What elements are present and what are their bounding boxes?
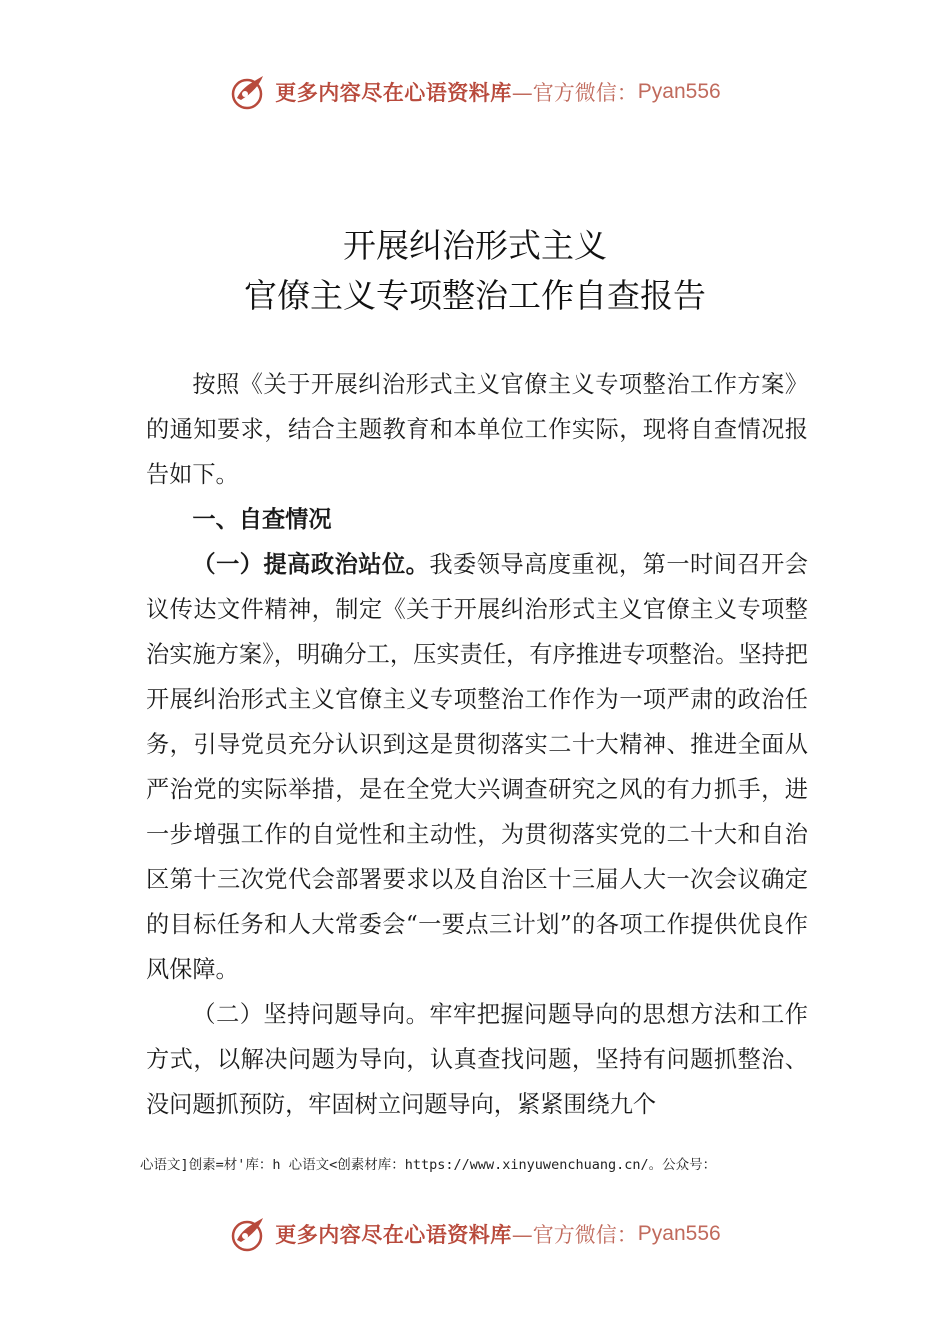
pen-nib-logo-icon (229, 72, 269, 112)
paragraph-2-body: 牢牢把握问题导向的思想方法和工作方式，以解决问题为导向，认真查找问题，坚持有问题抓整治、没问题抓预防，牢固树立问题导向，紧紧围绕九个 (146, 1001, 808, 1118)
banner-main-text: 更多内容尽在心语资料库 (275, 81, 512, 105)
paragraph-1-lead: （一）提高政治站位。 (192, 551, 430, 578)
banner-wechat-id: Pyan556 (637, 80, 721, 103)
banner-main-text: 更多内容尽在心语资料库 (275, 1223, 512, 1247)
banner-sub-text: —官方微信： (511, 1223, 638, 1247)
banner-wechat-id: Pyan556 (637, 1222, 721, 1245)
source-footer: 心语文]创素=材'库：h 心语文<创素材库：https://www.xinyuwenchuang.cn/。公众号： (140, 1157, 717, 1173)
document-title-line-2: 官僚主义专项整治工作自查报告 (244, 276, 706, 315)
section-heading-1: 一、自查情况 (192, 506, 332, 533)
document-body (146, 362, 808, 1127)
pen-nib-logo-icon (229, 1214, 269, 1254)
banner-sub-text: —官方微信： (511, 81, 638, 105)
footer-banner (0, 1212, 950, 1256)
document-title-line-1: 开展纠治形式主义 (343, 226, 607, 265)
paragraph-1-body: 我委领导高度重视，第一时间召开会议传达文件精神，制定《关于开展纠治形式主义官僚主义专项整治实施方案》，明确分工，压实责任，有序推进专项整治。坚持把开展纠治形式主义官僚主义专项整治工作作为一项严肃的政治任务，引导党员充分认识到这是贯彻落实二十大精神、推进全面从严治党的实际举措，是在全党大兴调查研究之风的有力抓手，进一步增强工作的自觉性和主动性，为贯彻落实党的二十大和自治区第十三次党代会部署要求以及自治区十三届人大一次会议确定的目标任务和人大常委会“一要点三计划”的各项工作提供优良作风保障。 (146, 551, 808, 983)
paragraph-2-lead: （二）坚持问题导向。 (192, 1001, 430, 1028)
paragraph-1 (146, 542, 808, 992)
intro-paragraph: 按照《关于开展纠治形式主义官僚主义专项整治工作方案》的通知要求，结合主题教育和本单位工作实际，现将自查情况报告如下。 (146, 371, 808, 488)
paragraph-2 (146, 992, 808, 1127)
header-banner (0, 70, 950, 114)
